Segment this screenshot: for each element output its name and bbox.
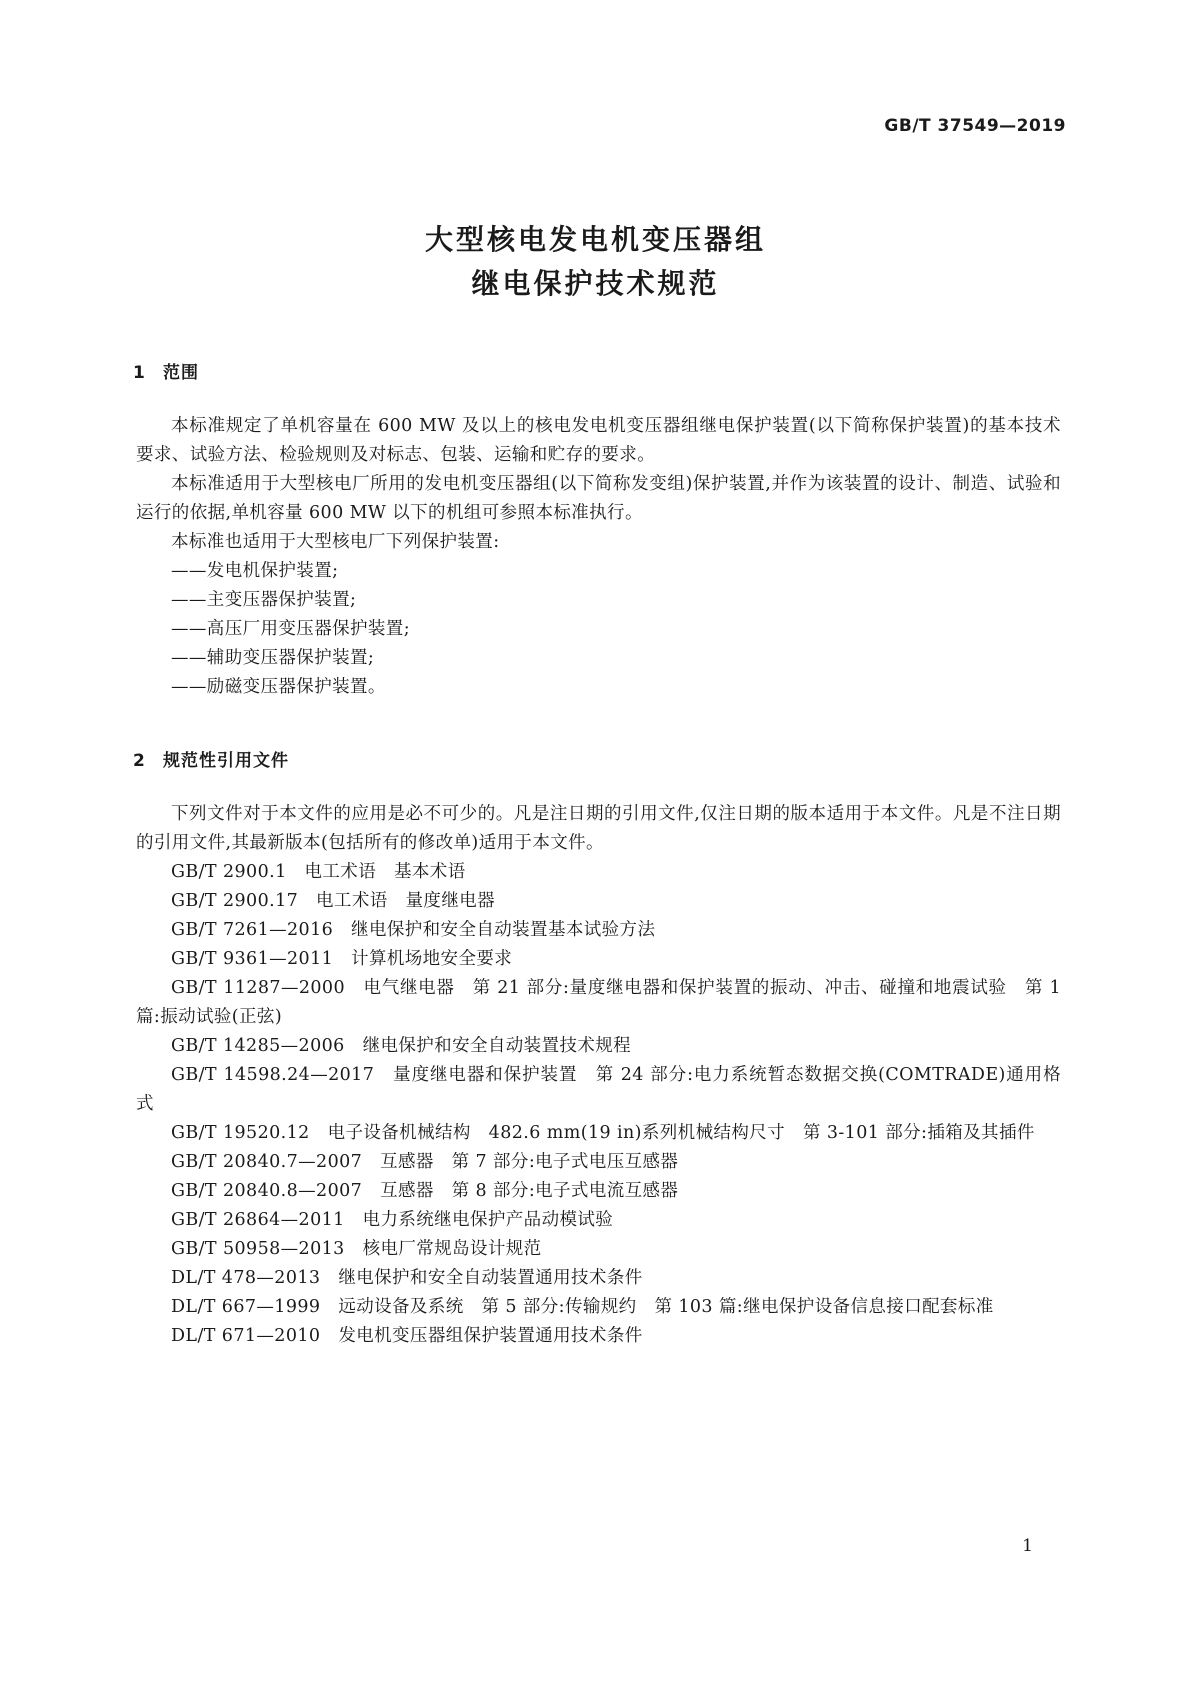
list-item: ——发电机保护装置; — [171, 561, 339, 581]
page-number: 1 — [1022, 1536, 1033, 1556]
list-item: ——高压厂用变压器保护装置; — [171, 619, 410, 639]
section2-title: 规范性引用文件 — [163, 751, 289, 771]
reference-item: GB/T 50958—2013 核电厂常规岛设计规范 — [171, 1239, 542, 1259]
section1-paragraph-2: 本标准适用于大型核电厂所用的发电机变压器组(以下简称发变组)保护装置,并作为该装置的设计、制造、试验和运行的依据,单机容量 600 MW 以下的机组可参照本标准执行。 — [136, 474, 1061, 523]
reference-item: DL/T 478—2013 继电保护和安全自动装置通用技术条件 — [171, 1268, 643, 1288]
section2-number: 2 — [133, 751, 146, 771]
reference-item: GB/T 2900.1 电工术语 基本术语 — [171, 862, 466, 882]
list-item: ——励磁变压器保护装置。 — [171, 677, 386, 697]
section1-title: 范围 — [163, 363, 199, 383]
list-item: ——主变压器保护装置; — [171, 590, 357, 610]
section1-number: 1 — [133, 363, 146, 383]
reference-item: GB/T 11287—2000 电气继电器 第 21 部分:量度继电器和保护装置的振动、冲击、碰撞和地震试验 第 1 篇:振动试验(正弦) — [136, 978, 1061, 1027]
reference-item: GB/T 20840.7—2007 互感器 第 7 部分:电子式电压互感器 — [171, 1152, 679, 1172]
section1-paragraph-3: 本标准也适用于大型核电厂下列保护装置: — [171, 532, 500, 552]
standard-number: GB/T 37549—2019 — [884, 116, 1066, 136]
section1-body — [136, 412, 1061, 702]
section2-heading — [133, 746, 289, 771]
reference-item: DL/T 667—1999 远动设备及系统 第 5 部分:传输规约 第 103 篇:继电保护设备信息接口配套标准 — [171, 1297, 994, 1317]
reference-item: GB/T 7261—2016 继电保护和安全自动装置基本试验方法 — [171, 920, 656, 940]
section1-heading — [133, 358, 199, 383]
section2-intro: 下列文件对于本文件的应用是必不可少的。凡是注日期的引用文件,仅注日期的版本适用于本文件。凡是不注日期的引用文件,其最新版本(包括所有的修改单)适用于本文件。 — [136, 804, 1061, 853]
reference-item: GB/T 20840.8—2007 互感器 第 8 部分:电子式电流互感器 — [171, 1181, 679, 1201]
reference-item: GB/T 19520.12 电子设备机械结构 482.6 mm(19 in)系列机械结构尺寸 第 3-101 部分:插箱及其插件 — [171, 1123, 1035, 1143]
section1-paragraph-1: 本标准规定了单机容量在 600 MW 及以上的核电发电机变压器组继电保护装置(以下简称保护装置)的基本技术要求、试验方法、检验规则及对标志、包装、运输和贮存的要求。 — [136, 416, 1061, 465]
document-title-line1: 大型核电发电机变压器组 — [424, 223, 766, 256]
list-item: ——辅助变压器保护装置; — [171, 648, 375, 668]
reference-item: DL/T 671—2010 发电机变压器组保护装置通用技术条件 — [171, 1326, 643, 1346]
reference-item: GB/T 2900.17 电工术语 量度继电器 — [171, 891, 496, 911]
reference-item: GB/T 26864—2011 电力系统继电保护产品动模试验 — [171, 1210, 614, 1230]
reference-item: GB/T 9361—2011 计算机场地安全要求 — [171, 949, 513, 969]
document-title-line2: 继电保护技术规范 — [471, 267, 720, 300]
reference-item: GB/T 14598.24—2017 量度继电器和保护装置 第 24 部分:电力系统暂态数据交换(COMTRADE)通用格式 — [136, 1065, 1061, 1114]
section2-body — [136, 800, 1061, 1351]
reference-item: GB/T 14285—2006 继电保护和安全自动装置技术规程 — [171, 1036, 632, 1056]
